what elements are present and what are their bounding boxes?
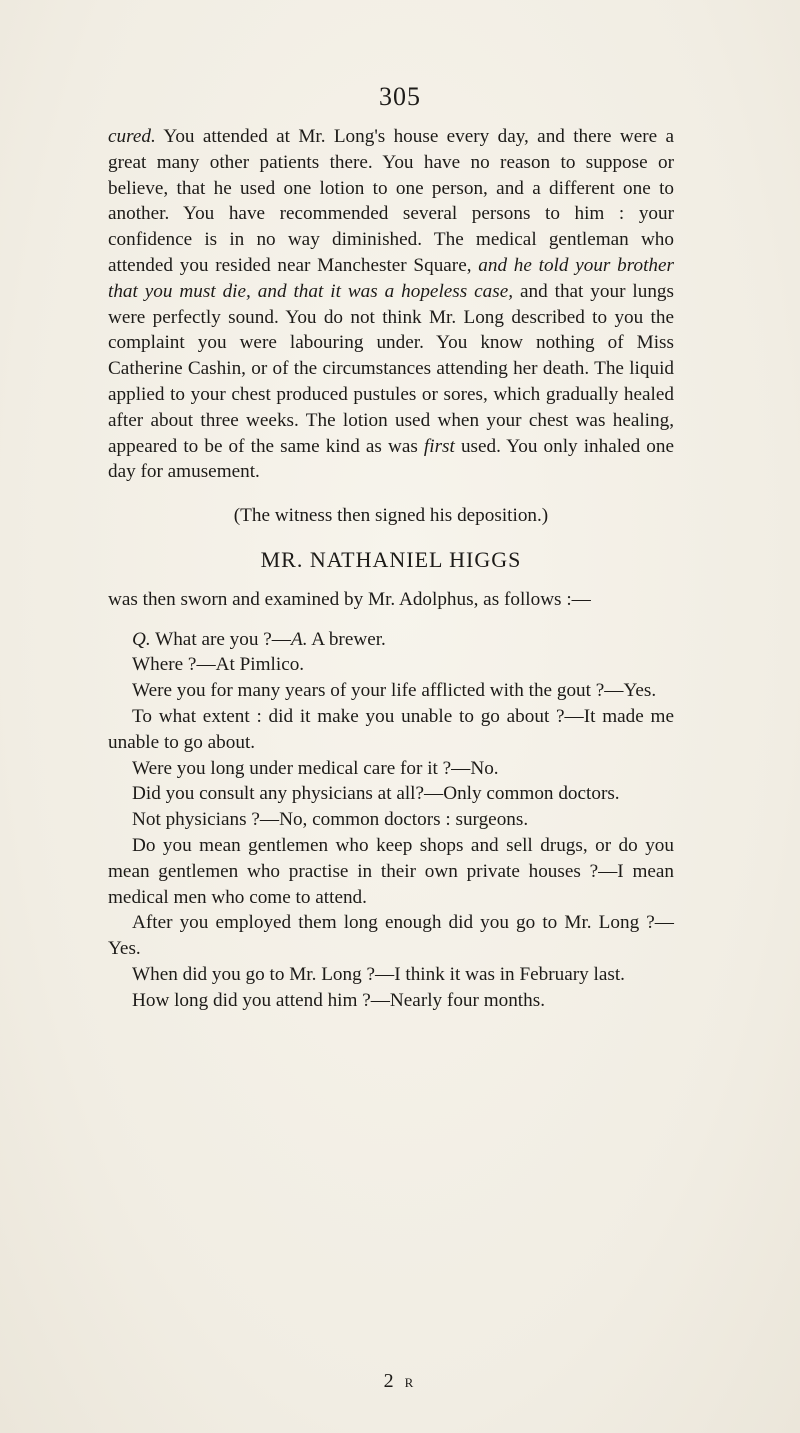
qa-line: After you employed them long enough did you go to Mr. Long ?—Yes.: [108, 912, 674, 960]
signature-letter: R: [404, 1375, 417, 1390]
deposition-text-a: You attended at Mr. Long's house every day, and there were a great many other patients there. You have no reason to suppose or believe, that he used one lotion to one person, and a different one to another. You have recommended several persons to him : your confidence is in no way diminished. The medical gentleman who attended you resided near Manchester Square,: [108, 126, 674, 276]
qa-line: How long did you attend him ?—Nearly four months.: [132, 989, 545, 1011]
deposition-paragraph: [108, 124, 674, 485]
signed-deposition-note: (The witness then signed his deposition.): [233, 505, 549, 527]
witness-heading: MR. NATHANIEL HIGGS: [260, 546, 522, 572]
italic-opening-word: cured.: [108, 126, 156, 147]
qa-line: To what extent : did it make you unable to go about ?—It made me unable to go about.: [108, 705, 674, 753]
deposition-text-c: used. You only inhaled one day for amusement.: [108, 435, 675, 483]
answer-label: A.: [290, 628, 308, 650]
deposition-italic-quote: and he told your brother that you must die, and that it was a hopeless case,: [108, 254, 674, 302]
question-text: What are you ?—: [150, 628, 291, 650]
qa-line: Were you long under medical care for it ?—No.: [132, 757, 499, 779]
qa-line: Do you mean gentlemen who keep shops and sell drugs, or do you mean gentlemen who practise in their own private houses ?—I mean medical men who come to attend.: [108, 834, 674, 908]
printer-signature-mark: [0, 1370, 800, 1393]
qa-line: When did you go to Mr. Long ?—I think it was in February last.: [132, 963, 625, 985]
qa-line: Did you consult any physicians at all?—Only common doctors.: [132, 783, 620, 805]
page-body: [108, 124, 674, 1014]
qa-line: Where ?—At Pimlico.: [132, 654, 305, 676]
qa-line: [108, 627, 674, 653]
page-number: 305: [379, 82, 421, 111]
qa-line: Were you for many years of your life afflicted with the gout ?—Yes.: [132, 680, 657, 702]
question-label: Q.: [132, 628, 151, 650]
deposition-italic-first: first: [423, 435, 455, 457]
answer-text: A brewer.: [307, 628, 386, 650]
deposition-text-b: and that your lungs were perfectly sound. You do not think Mr. Long described to you the complaint you were labouring under. You know nothing of Miss Catherine Cashin, or of the circumstances attending her death. The liquid applied to your chest produced pustules or sores, which gradually healed after about three weeks. The lotion used when your chest was healing, appeared to be of the same kind as was: [108, 280, 674, 457]
qa-line: Not physicians ?—No, common doctors : surgeons.: [132, 809, 529, 831]
signature-number: 2: [383, 1370, 397, 1392]
witness-intro: was then sworn and examined by Mr. Adolphus, as follows :—: [108, 588, 591, 610]
